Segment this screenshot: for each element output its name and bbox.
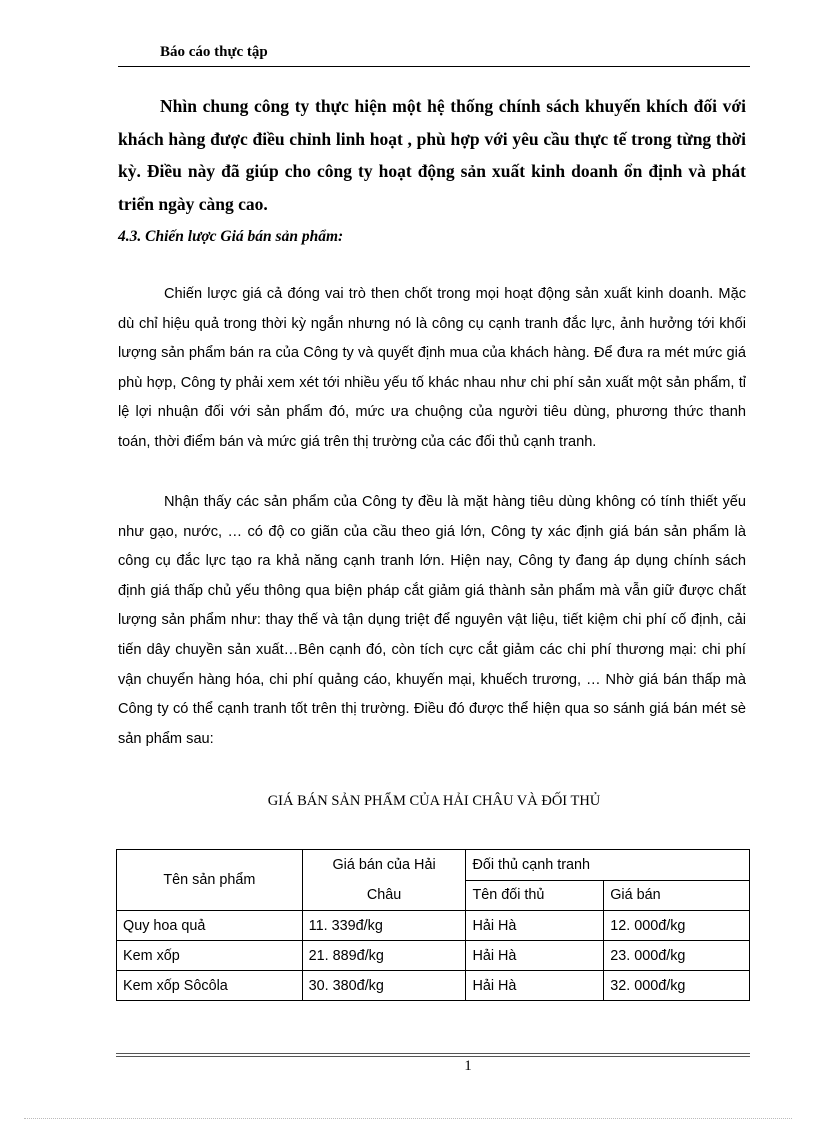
cell-product: Kem xốp Sôcôla <box>117 971 303 1001</box>
table-row <box>117 941 750 971</box>
cell-competitor: Hải Hà <box>466 941 604 971</box>
header-competitor-group: Đối thủ cạnh tranh <box>466 850 750 881</box>
header-competitor-name: Tên đối thủ <box>466 880 604 911</box>
header-title: Báo cáo thực tập <box>160 44 268 60</box>
pricing-strategy-paragraph: Chiến lược giá cả đóng vai trò then chốt trong mọi hoạt động sản xuất kinh doanh. Mặc dù chỉ hiệu quả trong thời kỳ ngắn nhưng nó là công cụ cạnh tranh đắc lực, ảnh hưởng tới khối lượng sản phẩm bán ra của Công ty và quyết định mua của khách hàng. Để đưa ra mét mức giá phù hợp, Công ty phải xem xét tới nhiều yếu tố khác nhau như chi phí sản xuất một sản phẩm, tỉ lệ lợi nhuận đối với sản phẩm đó, mức ưa chuộng của người tiêu dùng, phương thức thanh toán, thời điểm bán và mức giá trên thị trường của các đối thủ cạnh tranh. <box>118 286 746 450</box>
cell-product: Kem xốp <box>117 941 303 971</box>
footer-rule <box>116 1056 750 1057</box>
header-competitor-price: Giá bán <box>604 880 750 911</box>
footer-rule <box>116 1053 750 1054</box>
table-header-row <box>117 850 750 881</box>
cell-haichau-price: 21. 889đ/kg <box>302 941 466 971</box>
low-price-policy-paragraph: Nhận thấy các sản phẩm của Công ty đều là mặt hàng tiêu dùng không có tính thiết yếu như gạo, nước, … có độ co giãn của cầu theo giá lớn, Công ty xác định giá bán sản phẩm là công cụ đắc lực tạo ra khả năng cạnh tranh lớn. Hiện nay, Công ty đang áp dụng chính sách định giá thấp chủ yếu thông qua biện pháp cắt giảm giá thành sản phẩm mà vẫn giữ được chất lượng sản phẩm như: thay thế và tận dụng triệt để nguyên vật liệu, tiết kiệm chi phí cố định, cải tiến dây chuyền sản xuất…Bên cạnh đó, còn tích cực cắt giảm các chi phí thương mại: chi phí vận chuyển hàng hóa, chi phí quảng cáo, khuyến mại, khuếch trương, … Nhờ giá bán thấp mà Công ty có thể cạnh tranh tốt trên thị trường. Điều đó được thể hiện qua so sánh giá bán mét sè sản phẩm sau: <box>118 494 746 747</box>
cell-haichau-price: 30. 380đ/kg <box>302 971 466 1001</box>
table-row <box>117 971 750 1001</box>
header-haichau-price: Giá bán của Hải Châu <box>302 850 466 911</box>
cell-competitor-price: 12. 000đ/kg <box>604 911 750 941</box>
price-comparison-table <box>116 849 750 1001</box>
header-rule <box>118 66 750 67</box>
cell-competitor: Hải Hà <box>466 911 604 941</box>
intro-paragraph: Nhìn chung công ty thực hiện một hệ thống chính sách khuyến khích đối với khách hàng được điều chỉnh linh hoạt , phù hợp với yêu cầu thực tế trong từng thời kỳ. Điều này đã giúp cho công ty hoạt động sản xuất kinh doanh ổn định và phát triển ngày càng cao. <box>118 96 746 214</box>
table-title: GIÁ BÁN SẢN PHẨM CỦA HẢI CHÂU VÀ ĐỐI THỦ <box>267 793 601 809</box>
cell-competitor-price: 32. 000đ/kg <box>604 971 750 1001</box>
cell-product: Quy hoa quả <box>117 911 303 941</box>
header-product: Tên sản phẩm <box>117 850 303 911</box>
cell-haichau-price: 11. 339đ/kg <box>302 911 466 941</box>
section-heading: 4.3. Chiến lược Giá bán sản phẩm: <box>118 228 344 245</box>
table-row <box>117 911 750 941</box>
cell-competitor: Hải Hà <box>466 971 604 1001</box>
cell-competitor-price: 23. 000đ/kg <box>604 941 750 971</box>
page-edge-divider <box>24 1118 792 1119</box>
page-number: 1 <box>464 1058 472 1074</box>
